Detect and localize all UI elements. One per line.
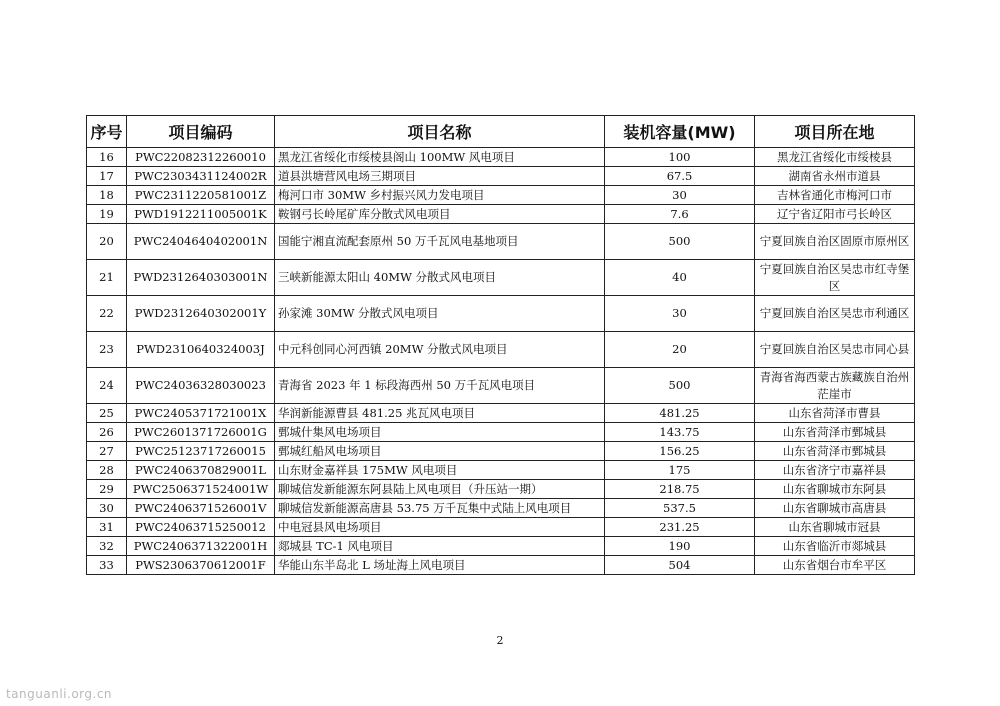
table-body — [87, 148, 915, 575]
cell-project-name: 道县洪塘营风电场三期项目 — [275, 167, 605, 186]
cell-project-name: 三峡新能源太阳山 40MW 分散式风电项目 — [275, 260, 605, 296]
cell-project-name: 鞍钢弓长岭尾矿库分散式风电项目 — [275, 205, 605, 224]
cell-index: 20 — [87, 224, 127, 260]
table-row — [87, 260, 915, 296]
cell-capacity: 40 — [605, 260, 755, 296]
cell-index: 17 — [87, 167, 127, 186]
cell-capacity: 190 — [605, 537, 755, 556]
cell-capacity: 7.6 — [605, 205, 755, 224]
cell-capacity: 67.5 — [605, 167, 755, 186]
cell-index: 16 — [87, 148, 127, 167]
cell-project-name: 孙家滩 30MW 分散式风电项目 — [275, 296, 605, 332]
cell-index: 26 — [87, 423, 127, 442]
cell-project-code: PWD2312640302001Y — [127, 296, 275, 332]
table-row — [87, 224, 915, 260]
cell-capacity: 500 — [605, 368, 755, 404]
header-location: 项目所在地 — [755, 116, 915, 148]
cell-project-code: PWD2312640303001N — [127, 260, 275, 296]
table-row — [87, 167, 915, 186]
cell-project-code: PWC22082312260010 — [127, 148, 275, 167]
cell-project-name: 国能宁湘直流配套原州 50 万千瓦风电基地项目 — [275, 224, 605, 260]
cell-project-name: 梅河口市 30MW 乡村振兴风力发电项目 — [275, 186, 605, 205]
cell-capacity: 156.25 — [605, 442, 755, 461]
page-number: 2 — [496, 634, 504, 647]
cell-project-name: 黑龙江省绥化市绥棱县阁山 100MW 风电项目 — [275, 148, 605, 167]
cell-project-code: PWC2506371524001W — [127, 480, 275, 499]
table-row — [87, 518, 915, 537]
cell-project-code: PWC2406370829001L — [127, 461, 275, 480]
cell-capacity: 231.25 — [605, 518, 755, 537]
cell-index: 22 — [87, 296, 127, 332]
table-row — [87, 442, 915, 461]
cell-index: 33 — [87, 556, 127, 575]
cell-capacity: 143.75 — [605, 423, 755, 442]
cell-project-name: 聊城信发新能源东阿县陆上风电项目（升压站一期） — [275, 480, 605, 499]
cell-project-code: PWC2405371721001X — [127, 404, 275, 423]
cell-index: 25 — [87, 404, 127, 423]
cell-location: 辽宁省辽阳市弓长岭区 — [755, 205, 915, 224]
cell-capacity: 537.5 — [605, 499, 755, 518]
cell-project-code: PWD1912211005001K — [127, 205, 275, 224]
table-header-row — [87, 116, 915, 148]
cell-capacity: 218.75 — [605, 480, 755, 499]
cell-location: 山东省聊城市高唐县 — [755, 499, 915, 518]
cell-project-code: PWC25123717260015 — [127, 442, 275, 461]
cell-index: 32 — [87, 537, 127, 556]
cell-location: 山东省菏泽市鄄城县 — [755, 442, 915, 461]
cell-capacity: 481.25 — [605, 404, 755, 423]
cell-project-name: 郯城县 TC-1 风电项目 — [275, 537, 605, 556]
cell-location: 山东省菏泽市鄄城县 — [755, 423, 915, 442]
cell-location: 山东省临沂市郯城县 — [755, 537, 915, 556]
table-row — [87, 368, 915, 404]
cell-capacity: 500 — [605, 224, 755, 260]
cell-index: 21 — [87, 260, 127, 296]
cell-index: 23 — [87, 332, 127, 368]
cell-project-name: 鄄城什集风电场项目 — [275, 423, 605, 442]
cell-project-name: 山东财金嘉祥县 175MW 风电项目 — [275, 461, 605, 480]
cell-project-code: PWC2404640402001N — [127, 224, 275, 260]
cell-index: 30 — [87, 499, 127, 518]
cell-location: 宁夏回族自治区固原市原州区 — [755, 224, 915, 260]
cell-capacity: 504 — [605, 556, 755, 575]
cell-location: 山东省烟台市牟平区 — [755, 556, 915, 575]
cell-project-name: 青海省 2023 年 1 标段海西州 50 万千瓦风电项目 — [275, 368, 605, 404]
cell-location: 宁夏回族自治区吴忠市利通区 — [755, 296, 915, 332]
cell-capacity: 20 — [605, 332, 755, 368]
table-row — [87, 423, 915, 442]
cell-location: 宁夏回族自治区吴忠市同心县 — [755, 332, 915, 368]
table-row — [87, 404, 915, 423]
cell-index: 18 — [87, 186, 127, 205]
cell-project-code: PWC2303431124002R — [127, 167, 275, 186]
table-row — [87, 499, 915, 518]
project-table — [86, 115, 915, 575]
cell-capacity: 30 — [605, 186, 755, 205]
watermark: tanguanli.org.cn — [6, 687, 113, 701]
cell-project-code: PWD2310640324003J — [127, 332, 275, 368]
cell-location: 山东省聊城市冠县 — [755, 518, 915, 537]
cell-index: 29 — [87, 480, 127, 499]
cell-location: 山东省菏泽市曹县 — [755, 404, 915, 423]
table-row — [87, 480, 915, 499]
cell-location: 山东省济宁市嘉祥县 — [755, 461, 915, 480]
cell-project-name: 聊城信发新能源高唐县 53.75 万千瓦集中式陆上风电项目 — [275, 499, 605, 518]
cell-location: 宁夏回族自治区吴忠市红寺堡区 — [755, 260, 915, 296]
cell-capacity: 175 — [605, 461, 755, 480]
cell-location: 青海省海西蒙古族藏族自治州茫崖市 — [755, 368, 915, 404]
cell-capacity: 100 — [605, 148, 755, 167]
cell-project-code: PWC24036328030023 — [127, 368, 275, 404]
table-row — [87, 556, 915, 575]
cell-index: 28 — [87, 461, 127, 480]
cell-project-name: 中元科创同心河西镇 20MW 分散式风电项目 — [275, 332, 605, 368]
header-index: 序号 — [87, 116, 127, 148]
table-row — [87, 461, 915, 480]
cell-location: 黑龙江省绥化市绥棱县 — [755, 148, 915, 167]
cell-project-code: PWC2311220581001Z — [127, 186, 275, 205]
cell-project-code: PWC24063715250012 — [127, 518, 275, 537]
table-row — [87, 537, 915, 556]
table-row — [87, 296, 915, 332]
cell-project-name: 华能山东半岛北 L 场址海上风电项目 — [275, 556, 605, 575]
table-row — [87, 186, 915, 205]
table-row — [87, 205, 915, 224]
table-row — [87, 148, 915, 167]
cell-project-code: PWC2406371526001V — [127, 499, 275, 518]
cell-location: 山东省聊城市东阿县 — [755, 480, 915, 499]
cell-project-name: 鄄城红船风电场项目 — [275, 442, 605, 461]
cell-location: 吉林省通化市梅河口市 — [755, 186, 915, 205]
cell-index: 31 — [87, 518, 127, 537]
cell-project-code: PWC2406371322001H — [127, 537, 275, 556]
table-row — [87, 332, 915, 368]
cell-project-name: 华润新能源曹县 481.25 兆瓦风电项目 — [275, 404, 605, 423]
cell-index: 24 — [87, 368, 127, 404]
cell-project-code: PWS2306370612001F — [127, 556, 275, 575]
cell-project-code: PWC2601371726001G — [127, 423, 275, 442]
cell-index: 19 — [87, 205, 127, 224]
cell-project-name: 中电冠县风电场项目 — [275, 518, 605, 537]
cell-location: 湖南省永州市道县 — [755, 167, 915, 186]
header-capacity: 装机容量(MW) — [605, 116, 755, 148]
cell-index: 27 — [87, 442, 127, 461]
header-project-code: 项目编码 — [127, 116, 275, 148]
header-project-name: 项目名称 — [275, 116, 605, 148]
cell-capacity: 30 — [605, 296, 755, 332]
